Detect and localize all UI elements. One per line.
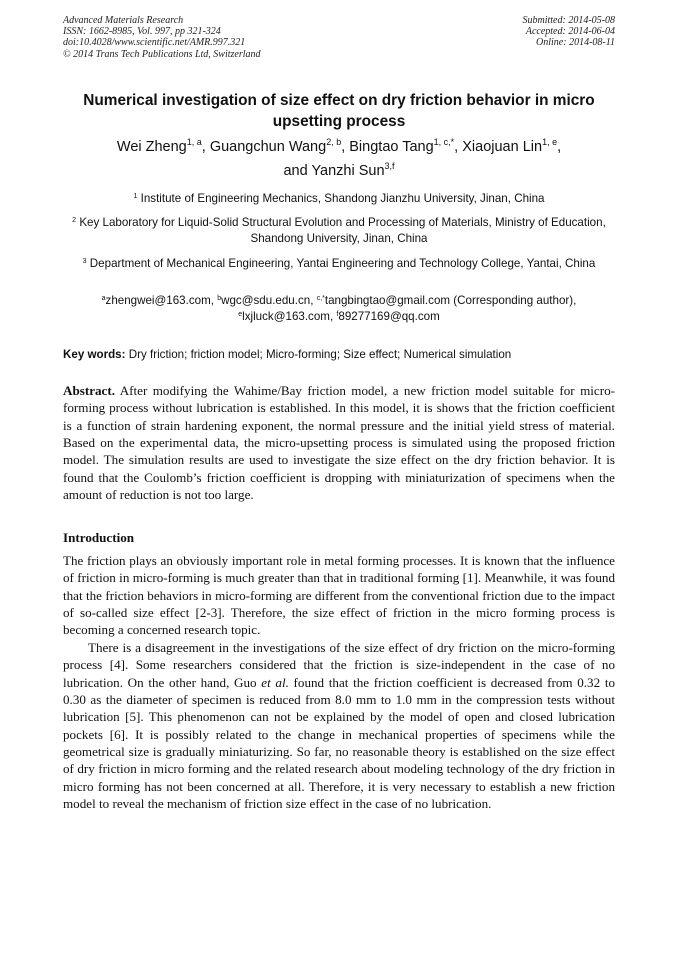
intro-p2-text-b: found that the friction coefficient is decreased from 0.32 to 0.30 as the diameter of specimen is reduced from 8.0 mm to 1.0 mm in the compression tests without lubrication [5]. This phenomenon can not be explained by the model of open and closed lubrication pockets [6]. It is possibly related to the change in mechanical properties of specimens while the geometrical size is gradually miniaturizing. So far, no reasonable theory is established on the size effect of dry friction in micro forming and the related research about modeling technology of the dry friction in micro forming has not been concerned at all. Therefore, it is very necessary to establish a new friction model to reveal the mechanism of friction size effect in the case of no lubrication. — [63, 674, 616, 812]
doi: doi:10.4028/www.scientific.net/AMR.997.321 — [63, 37, 246, 49]
affiliation-num: 3 — [82, 258, 87, 265]
email-list — [63, 293, 615, 325]
intro-paragraph-2 — [63, 639, 615, 812]
email: lxjluck@163.com, — [242, 310, 334, 323]
intro-paragraph-1 — [63, 552, 615, 639]
accepted-date: Accepted: 2014-06-04 — [525, 26, 615, 38]
abstract-label: Abstract. — [63, 383, 115, 398]
author-sup: 1, c,* — [433, 137, 455, 147]
affiliation-text: Key Laboratory for Liquid-Solid Structural Evolution and Processing of Materials, Ministry of Education, Shandong University, Jinan, China — [79, 216, 606, 245]
email-sup: c,* — [316, 295, 325, 302]
author-and: and — [283, 163, 308, 179]
author: Guangchun Wang — [209, 139, 327, 155]
online-date: Online: 2014-08-11 — [536, 37, 615, 49]
email-sup: b — [217, 295, 222, 302]
author: Yanzhi Sun — [311, 163, 385, 179]
affiliation-2 — [63, 215, 615, 247]
email: zhengwei@163.com, — [105, 294, 214, 307]
email-sup: f — [336, 311, 339, 318]
journal-header-right — [523, 15, 616, 49]
author-sup: 2, b — [326, 137, 342, 147]
affiliation-num: 2 — [72, 217, 77, 224]
intro-p1-text: The friction plays an obviously important role in metal forming processes. It is known that the influence of friction in micro-forming is much greater than that in traditional forming [1]. Meanwhile, it was found that the friction behaviors in micro-forming are different from the conventional friction due to the impact of so-called size effect [2-3]. Therefore, the size effect of friction in the micro forming process is becoming a concerned research topic. — [63, 553, 615, 638]
affiliation-1 — [63, 191, 615, 207]
author: Xiaojuan Lin — [462, 139, 543, 155]
affiliation-num: 1 — [133, 193, 138, 200]
email-sup: a — [101, 295, 106, 302]
affiliation-text: Institute of Engineering Mechanics, Shandong Jianzhu University, Jinan, China — [140, 192, 545, 205]
copyright: © 2014 Trans Tech Publications Ltd, Switzerland — [63, 48, 261, 60]
journal-name: Advanced Materials Research — [63, 15, 184, 26]
email: wgc@sdu.edu.cn, — [221, 294, 314, 307]
section-heading-introduction: Introduction — [63, 530, 135, 545]
affiliation-3 — [63, 256, 615, 272]
author: Wei Zheng — [116, 139, 187, 155]
affiliation-text: Department of Mechanical Engineering, Yantai Engineering and Technology College, Yantai, China — [89, 257, 596, 270]
paper-title: Numerical investigation of size effect on dry friction behavior in micro upsetting process — [83, 92, 595, 130]
keywords-label: Key words: — [63, 348, 126, 361]
keywords-text: Dry friction; friction model; Micro-forming; Size effect; Numerical simulation — [128, 348, 512, 361]
issn: ISSN: 1662-8985, Vol. 997, pp 321-324 — [63, 26, 221, 38]
intro-p2-text-a: There is a disagreement in the investigations of the size effect of dry friction on the micro-forming process [4]. Some researchers considered that the friction is size-independent in the case of no lubrication. On the other hand, Guo — [63, 640, 615, 690]
email-sup: e — [238, 311, 243, 318]
author: Bingtao Tang — [349, 139, 434, 155]
email: 89277169@qq.com — [338, 310, 440, 323]
author-sup: 3,f — [384, 161, 395, 171]
author-sup: 1, a — [186, 137, 202, 147]
abstract — [63, 382, 615, 503]
journal-header-left — [63, 15, 261, 60]
email: tangbingtao@gmail.com (Corresponding author), — [324, 294, 577, 307]
intro-p2-etal: et al. — [261, 674, 289, 690]
author-sup: 1, e — [542, 137, 558, 147]
submitted-date: Submitted: 2014-05-08 — [522, 15, 615, 26]
keywords — [63, 347, 615, 363]
author-list: Wei Zheng$^{1, a}$, Guangchun Wang$^{2, b}$, Bingtao Tang$^{1, c,*}$, Xiaojuan Lin$^{1, e}$, and Yanzhi Sun$^{3,f}$ — [116, 137, 562, 179]
abstract-text: After modifying the Wahime/Bay friction model, a new friction model suitable for micro-forming process without lubrication is established. In this model, it is shows that the friction coefficient is a function of strain hardening exponent, the normal pressure and the initial yield stress of material. Based on the experimental data, the micro-upsetting process is simulated using the proposed friction model. The simulation results are used to investigate the size effect on the dry friction behavior. It is found that the Coulomb’s friction coefficient is dropping with miniaturization of specimens when the amount of reduction is not too large. — [63, 383, 615, 503]
